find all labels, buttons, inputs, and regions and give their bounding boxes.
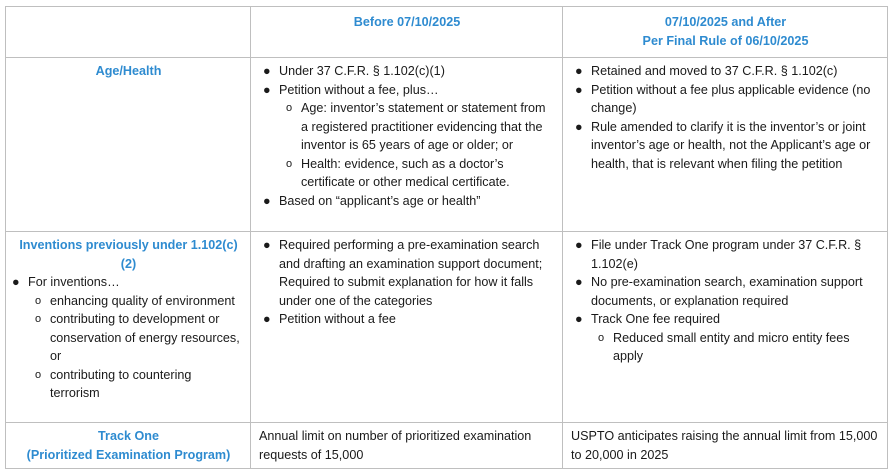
bullet-icon: ● xyxy=(263,312,271,326)
header-before xyxy=(251,7,563,58)
list-item: ● Petition without a fee, plus… o Age: inventor’s statement or statement from a registered practitioner evidencing that the inventor is 65 years of age or older; or o Health: evidence, such as a doctor’s certificate or other medical certificate. xyxy=(259,81,555,192)
row-track-one xyxy=(6,423,888,469)
row-label: Inventions previously under 1.102(c)(2) xyxy=(19,238,238,271)
list-item: ● Based on “applicant’s age or health” xyxy=(259,192,555,211)
bullet-icon: ● xyxy=(575,64,583,78)
bullet-icon: ● xyxy=(12,275,20,289)
after-cell xyxy=(563,423,888,469)
before-cell xyxy=(251,232,563,423)
bullet-icon: ● xyxy=(263,238,271,252)
after-cell xyxy=(563,232,888,423)
before-list xyxy=(259,236,555,329)
bullet-icon: ● xyxy=(575,238,583,252)
list-item: ● Track One fee required o Reduced small entity and micro entity fees apply xyxy=(571,310,880,366)
sub-list-item: o Reduced small entity and micro entity fees apply xyxy=(598,330,850,363)
before-cell xyxy=(251,58,563,232)
circle-bullet-icon: o xyxy=(35,368,42,381)
header-cell-empty xyxy=(6,7,251,58)
bullet-icon: ● xyxy=(575,119,583,134)
header-after-line1: 07/10/2025 and After xyxy=(664,15,787,29)
sub-list-item: o enhancing quality of environment xyxy=(34,292,243,311)
list-item: ● Required performing a pre-examination search and drafting an examination support document; Required to submit explanation for how it falls under one of the categories xyxy=(263,238,543,308)
list-item: ● Petition without a fee plus applicable evidence (no change) xyxy=(575,82,871,115)
sub-list-item: o Health: evidence, such as a doctor’s certificate or other medical certificate. xyxy=(286,156,510,189)
list-item: ● Petition without a fee xyxy=(259,310,555,329)
list-item: ● File under Track One program under 37 C.F.R. § 1.102(e) xyxy=(575,238,862,271)
header-before-label: Before 07/10/2025 xyxy=(353,15,461,29)
header-row xyxy=(6,7,888,58)
sub-list xyxy=(285,99,555,192)
circle-bullet-icon: o xyxy=(35,313,42,325)
row-label: Age/Health xyxy=(95,64,162,78)
bullet-icon: ● xyxy=(263,193,271,208)
list-item: ● For inventions… o enhancing quality of environment o contributing to development or conservation of energy resources, or o contributing to countering terrorism xyxy=(8,273,243,403)
after-list xyxy=(571,62,880,173)
list-item: ● No pre-examination search, examination support documents, or explanation required xyxy=(575,275,863,308)
row-age-health xyxy=(6,58,888,232)
before-list xyxy=(259,62,555,210)
after-list xyxy=(571,236,880,366)
row-label-cell xyxy=(6,423,251,469)
sub-list-item: o contributing to countering terrorism xyxy=(35,367,192,400)
circle-bullet-icon: o xyxy=(35,294,42,307)
circle-bullet-icon: o xyxy=(286,102,293,114)
before-cell xyxy=(251,423,563,469)
bullet-icon: ● xyxy=(575,312,583,326)
row-label-line2: (Prioritized Examination Program) xyxy=(26,447,231,462)
row-label-cell xyxy=(6,58,251,232)
row-label-line1: Track One xyxy=(98,429,159,443)
circle-bullet-icon: o xyxy=(598,331,605,344)
row-label-cell xyxy=(6,232,251,423)
list-item: ● Retained and moved to 37 C.F.R. § 1.102(c) xyxy=(571,62,880,81)
sub-list xyxy=(34,292,243,403)
bullet-icon: ● xyxy=(575,275,583,289)
label-list xyxy=(8,273,243,403)
comparison-table xyxy=(5,6,888,469)
before-text: Annual limit on number of prioritized examination requests of 15,000 xyxy=(259,429,532,462)
header-after xyxy=(563,7,888,58)
bullet-icon: ● xyxy=(575,82,583,97)
after-cell xyxy=(563,58,888,232)
bullet-icon: ● xyxy=(263,82,271,97)
sub-list xyxy=(597,329,880,366)
list-item: ● Rule amended to clarify it is the inventor’s or joint inventor’s age or health, not the Applicant’s age or health, that is relevant when filing the petition xyxy=(575,119,871,171)
row-inventions xyxy=(6,232,888,423)
sub-list-item: o contributing to development or conservation of energy resources, or xyxy=(35,312,240,363)
bullet-icon: ● xyxy=(263,64,271,78)
sub-list-item: o Age: inventor’s statement or statement from a registered practitioner evidencing that the inventor is 65 years of age or older; or xyxy=(286,101,546,152)
list-item: ● Under 37 C.F.R. § 1.102(c)(1) xyxy=(259,62,555,81)
after-text: USPTO anticipates raising the annual limit from 15,000 to 20,000 in 2025 xyxy=(571,429,878,462)
header-after-line2: Per Final Rule of 06/10/2025 xyxy=(642,33,809,48)
circle-bullet-icon: o xyxy=(286,157,293,170)
